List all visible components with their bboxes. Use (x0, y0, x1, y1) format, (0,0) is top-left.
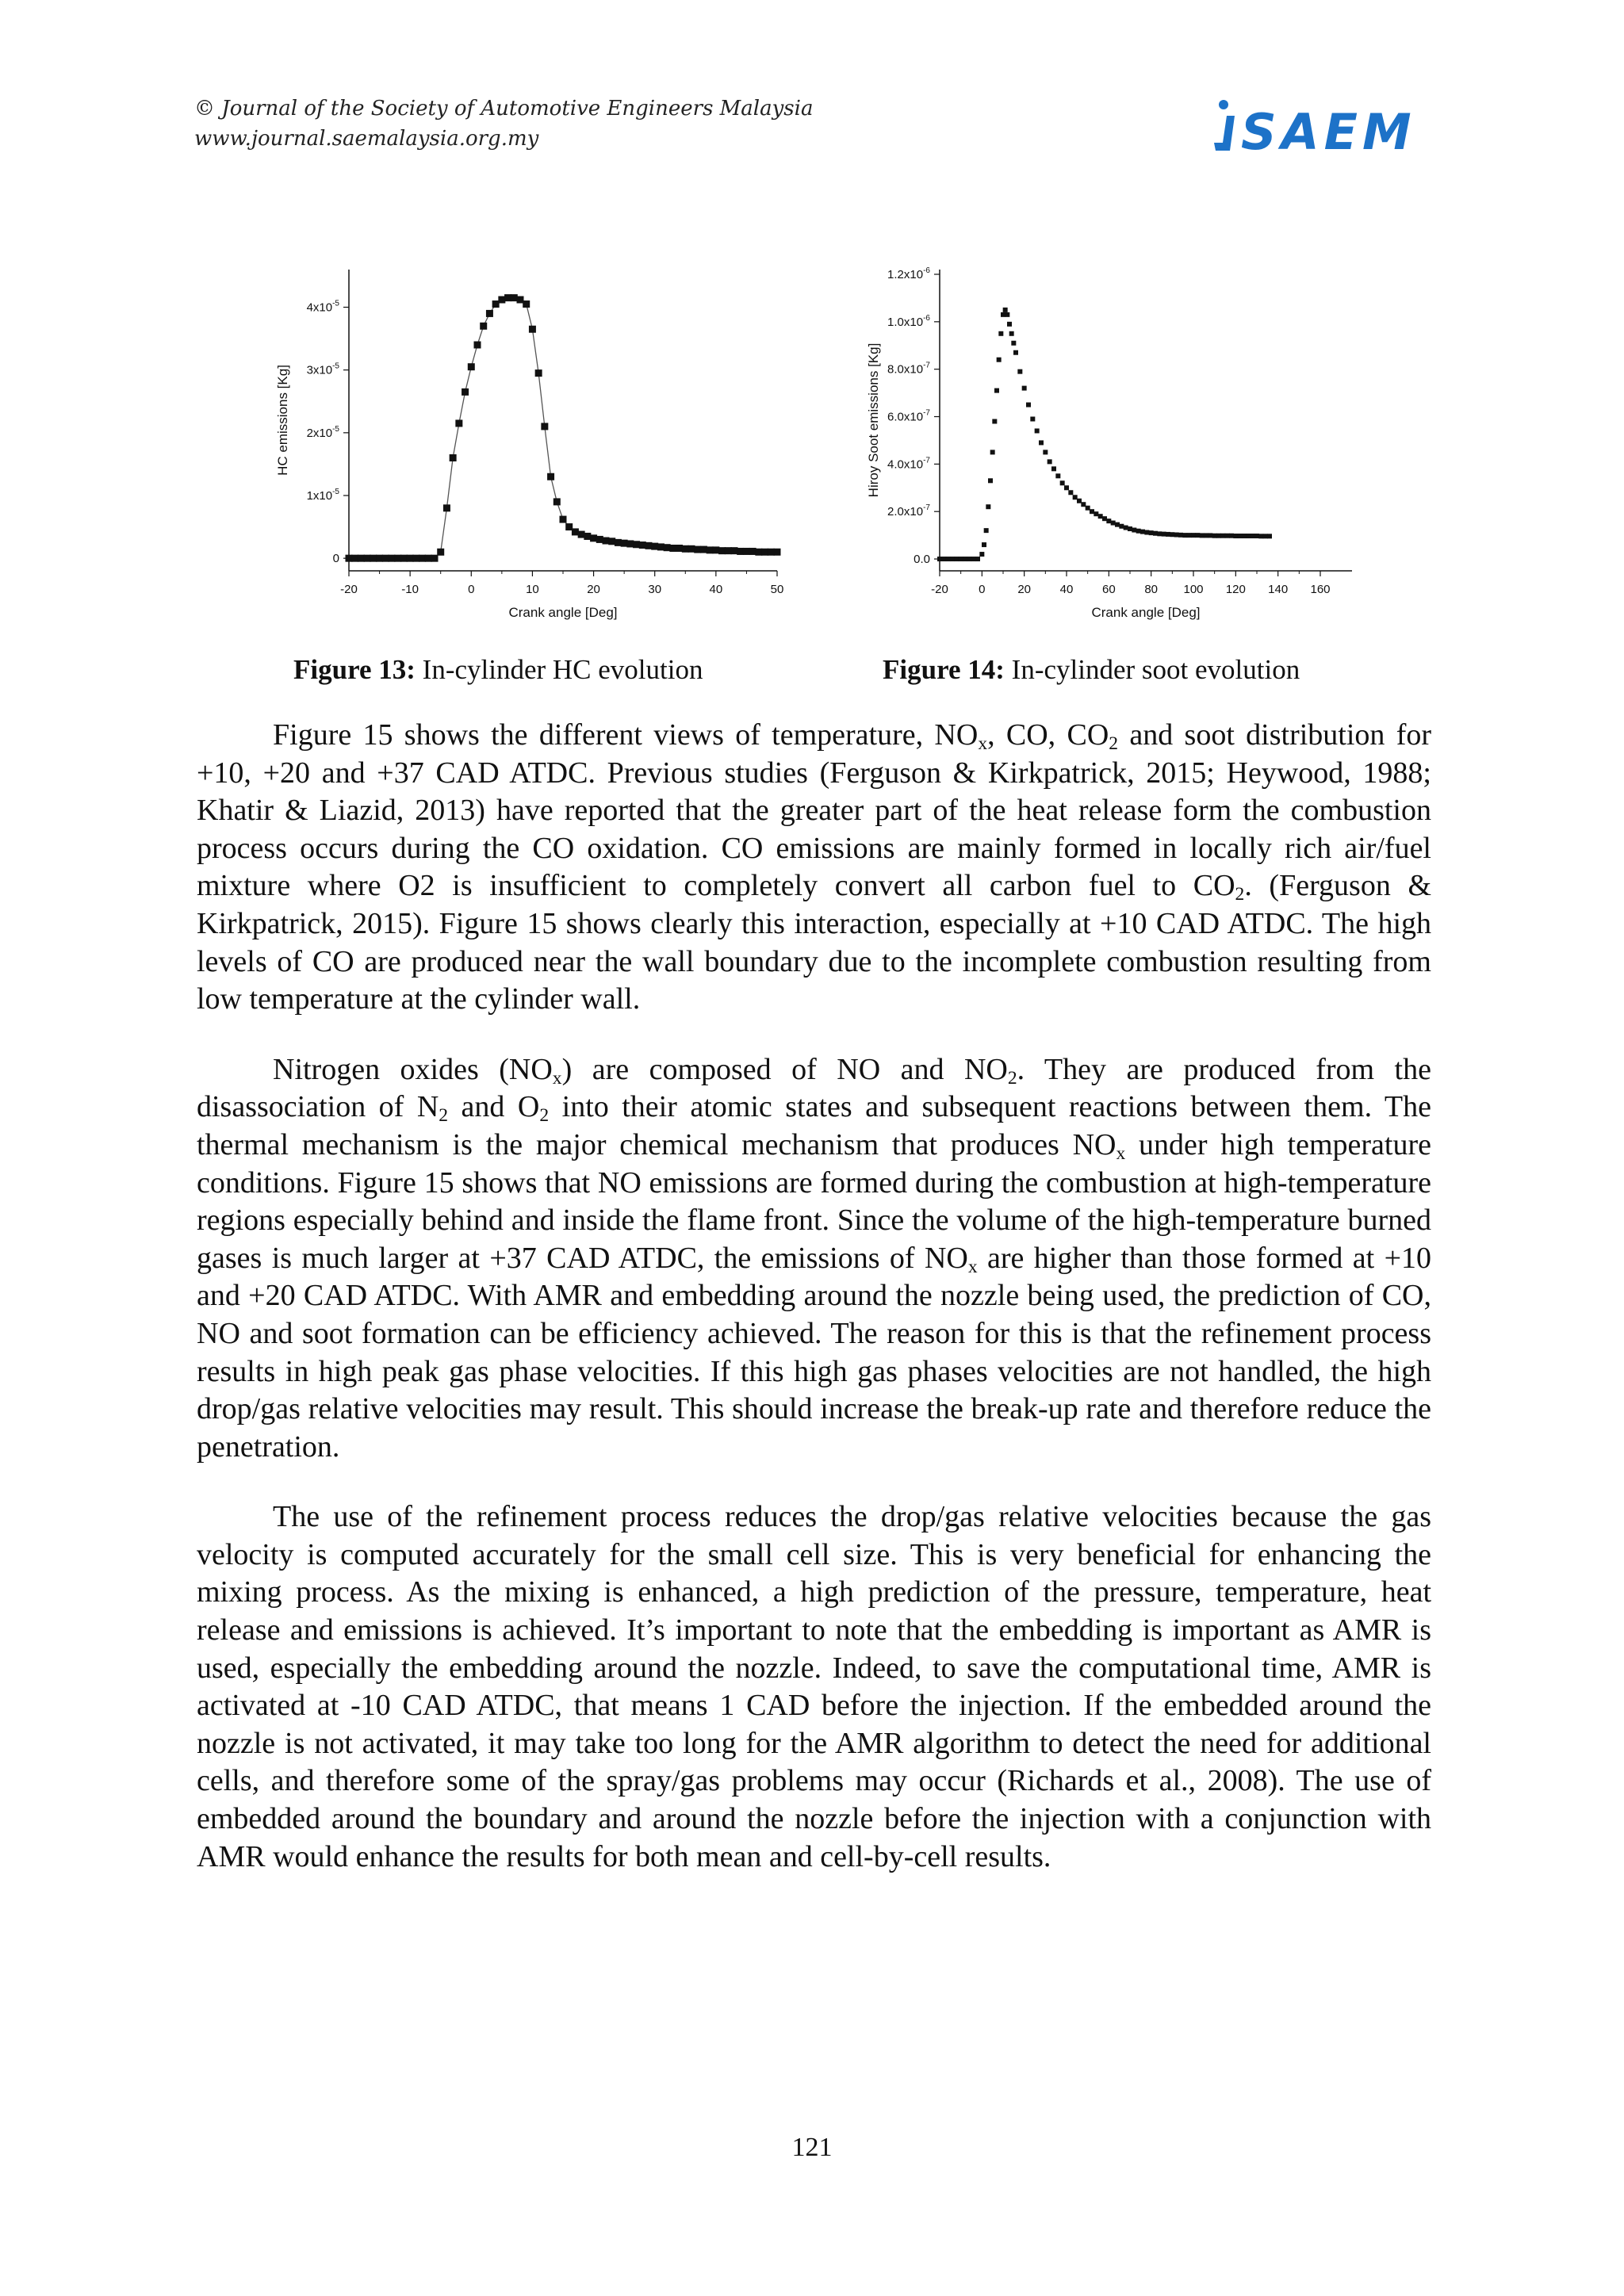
p2-c: ) are composed of NO and NO (561, 1052, 1008, 1086)
hc-data-point (547, 473, 554, 480)
soot-data-point (1157, 531, 1162, 536)
hc-data-point (358, 555, 365, 562)
hc-data-point (474, 342, 481, 349)
p1-g: . (Ferguson & Kirkpatrick, 2015). Figure 15 shows clearly this interaction, especially at +10 CAD ATDC. The high levels of CO are produced near the wall boundary due to the incomplete combustion resulting from low temperature at the cylinder wall. (197, 869, 1432, 1016)
soot-data-point (1026, 403, 1031, 408)
hc-y-tick-label: $4x10^{-5}$ (306, 299, 339, 315)
soot-x-tick-label: 140 (1268, 583, 1289, 596)
soot-y-tick-label: 0.0 (914, 553, 930, 567)
hc-data-point (541, 423, 548, 430)
hc-data-point (376, 555, 383, 562)
figure-14-text: In-cylinder soot evolution (1011, 654, 1300, 685)
soot-data-point (1204, 533, 1208, 538)
soot-data-point (1263, 534, 1268, 538)
soot-data-point (1073, 495, 1078, 499)
figure-13 (270, 254, 793, 634)
p2-e: . They are produced from the disassociation of N (197, 1052, 1431, 1124)
hc-data-point (749, 548, 756, 555)
soot-data-point (967, 557, 971, 561)
soot-data-point (937, 557, 942, 561)
p1-a: Figure 15 shows the different views of temperature, NO (273, 718, 979, 752)
p2-d: 2 (1007, 1067, 1017, 1089)
hc-data-point (480, 323, 487, 330)
hc-data-point (626, 540, 634, 547)
soot-data-point (954, 557, 959, 561)
p1-f: 2 (1235, 884, 1245, 905)
p2-j: x (1116, 1142, 1126, 1164)
hc-data-point (590, 534, 597, 541)
hc-data-point (707, 546, 714, 553)
soot-x-tick-label: 120 (1225, 583, 1246, 596)
soot-data-point (1007, 322, 1012, 327)
soot-data-point (1178, 533, 1183, 538)
soot-data-point (1039, 440, 1044, 445)
soot-data-point (1098, 514, 1103, 519)
soot-data-point (998, 331, 1003, 336)
hc-data-point (486, 310, 493, 317)
hc-data-point (364, 555, 371, 562)
soot-y-tick-label: $8.0x10^{-7}$ (887, 361, 930, 377)
soot-data-point (1106, 519, 1111, 523)
soot-data-point (1013, 350, 1018, 355)
hc-data-point (455, 419, 462, 427)
hc-y-tick-label: 0 (332, 552, 339, 566)
hc-x-tick-label: 50 (770, 583, 784, 596)
soot-data-point (1220, 534, 1225, 538)
hc-data-point (389, 555, 396, 562)
soot-data-point (946, 557, 951, 561)
hc-x-tick-label: -20 (340, 583, 358, 596)
hc-y-tick-label: $2x10^{-5}$ (306, 424, 339, 440)
soot-data-point (1115, 522, 1120, 527)
soot-data-point (1212, 534, 1217, 538)
soot-data-point (950, 557, 955, 561)
hc-data-point (462, 388, 469, 396)
soot-data-point (1003, 308, 1008, 312)
hc-x-tick-label: 30 (648, 583, 662, 596)
hc-data-point (608, 538, 615, 545)
journal-website: www.journal.saemalaysia.org.my (194, 127, 539, 151)
soot-data-point (982, 542, 986, 547)
soot-x-tick-label: 60 (1101, 583, 1116, 596)
soot-data-point (1102, 516, 1107, 521)
soot-x-axis-label: Crank angle [Deg] (1091, 605, 1201, 620)
hc-data-point (431, 555, 439, 562)
soot-data-point (1090, 509, 1094, 514)
paragraph-1 (197, 717, 1431, 1019)
hc-data-point (694, 546, 701, 553)
hc-data-point (437, 549, 444, 556)
soot-data-point (975, 557, 980, 561)
body-text (197, 717, 1431, 1908)
hc-data-point (572, 528, 579, 535)
soot-data-point (959, 557, 963, 561)
soot-data-point (1022, 386, 1027, 391)
hc-data-point (700, 546, 707, 553)
soot-y-tick-label: $1.0x10^{-6}$ (887, 313, 930, 329)
hc-y-axis-label: HC emissions [Kg] (275, 365, 290, 476)
soot-data-point (1119, 524, 1124, 529)
p2-k: under high temperature conditions. Figure 15 shows that NO emissions are formed during the combustion at high-temperature regions especially behind and inside the flame front. Since the volume of the high-temperature burned gases is much larger at +37 CAD ATDC, the emissions of NO (197, 1127, 1432, 1275)
soot-x-tick-label: 0 (979, 583, 986, 596)
hc-data-point (657, 543, 665, 550)
soot-x-tick-label: 20 (1017, 583, 1032, 596)
hc-emissions-chart (270, 254, 793, 634)
soot-data-point (1195, 533, 1200, 538)
soot-data-point (1174, 533, 1179, 538)
soot-data-point (1254, 534, 1259, 538)
hc-data-point (688, 545, 695, 553)
soot-data-point (1011, 341, 1016, 346)
soot-data-point (1081, 502, 1086, 507)
soot-data-point (1216, 534, 1221, 538)
soot-data-point (1267, 534, 1272, 538)
hc-data-point (743, 548, 750, 555)
hc-data-point (370, 555, 377, 562)
hc-data-point (639, 541, 646, 549)
paragraph-2 (197, 1051, 1431, 1467)
hc-data-point (351, 555, 358, 562)
hc-data-point (633, 541, 640, 548)
soot-data-point (997, 358, 1002, 362)
hc-data-point (731, 547, 738, 554)
soot-data-point (986, 504, 990, 509)
hc-data-point (400, 555, 408, 562)
hc-data-point (511, 294, 518, 301)
soot-data-point (963, 557, 967, 561)
soot-y-tick-label: $4.0x10^{-7}$ (887, 456, 930, 472)
soot-data-point (1043, 450, 1048, 454)
soot-data-point (990, 450, 995, 454)
soot-y-tick-label: $6.0x10^{-7}$ (887, 408, 930, 424)
hc-x-tick-label: 0 (468, 583, 475, 596)
soot-data-point (1060, 480, 1065, 485)
hc-data-point (382, 555, 389, 562)
soot-data-point (1055, 473, 1060, 478)
soot-data-point (1144, 530, 1149, 535)
p1-c: , CO, CO (987, 718, 1109, 752)
p2-l: x (967, 1256, 978, 1277)
hc-data-point (560, 516, 567, 523)
p2-a: Nitrogen oxides (NO (273, 1052, 553, 1086)
soot-data-point (1136, 529, 1141, 534)
hc-data-point (535, 369, 542, 377)
hc-data-point (737, 548, 744, 555)
soot-data-point (1124, 526, 1128, 530)
p1-e: and soot distribution for +10, +20 and +37 CAD ATDC. Previous studies (Ferguson & Kirkpatrick, 2015; Heywood, 1988; Khatir & Liazid, 2013) have reported that the greater part of the heat release form the combustion process occurs during the CO oxidation. CO emissions are mainly formed in locally rich air/fuel mixture where O2 is insufficient to completely convert all carbon fuel to CO (197, 718, 1432, 903)
hc-data-point (443, 504, 450, 511)
hc-data-point (517, 297, 524, 304)
soot-data-point (1187, 533, 1192, 538)
hc-x-tick-label: 10 (526, 583, 539, 596)
hc-data-point (669, 545, 676, 552)
soot-y-axis-label: Hiroy Soot emissions [Kg] (866, 342, 881, 498)
hc-data-point (425, 555, 432, 562)
soot-x-tick-label: 40 (1059, 583, 1074, 596)
hc-data-point (664, 544, 671, 551)
soot-y-tick-label: $1.2x10^{-6}$ (887, 266, 930, 281)
soot-data-point (979, 552, 984, 557)
soot-data-point (1077, 499, 1082, 503)
hc-data-point (584, 533, 591, 540)
soot-emissions-chart (860, 254, 1368, 634)
p2-i: into their atomic states and subsequent reactions between them. The thermal mechanism is the major chemical mechanism that produces NO (197, 1090, 1431, 1161)
hc-data-point (768, 549, 775, 556)
hc-data-point (407, 555, 414, 562)
jsaem-logo-mark (1214, 100, 1235, 151)
soot-data-point (1246, 534, 1251, 538)
soot-data-point (984, 528, 989, 533)
hc-data-point (712, 546, 719, 553)
soot-data-point (1170, 532, 1174, 537)
hc-data-point (645, 542, 653, 549)
soot-data-point (994, 388, 999, 393)
soot-data-point (1051, 466, 1056, 471)
figure-14-caption (883, 652, 1300, 688)
soot-data-point (941, 557, 946, 561)
hc-data-point (621, 540, 628, 547)
soot-y-tick-label: $2.0x10^{-7}$ (887, 503, 930, 519)
soot-data-point (1005, 312, 1009, 317)
soot-data-point (1258, 534, 1263, 538)
logo-text: SAEM (1241, 103, 1416, 159)
soot-data-point (1086, 506, 1090, 511)
soot-data-point (1238, 534, 1243, 538)
hc-data-point (755, 549, 762, 556)
soot-data-point (1225, 534, 1230, 538)
soot-data-point (1251, 534, 1255, 538)
page-number: 121 (791, 2133, 833, 2162)
hc-data-point (412, 555, 419, 562)
soot-x-tick-label: -20 (931, 583, 948, 596)
soot-data-point (1140, 530, 1145, 534)
hc-data-point (676, 545, 683, 552)
journal-name: © Journal of the Society of Automotive Engineers Malaysia (194, 97, 814, 121)
hc-x-tick-label: 20 (587, 583, 600, 596)
figure-13-caption (293, 652, 703, 688)
soot-data-point (971, 557, 976, 561)
figure-14-label: Figure 14: (883, 654, 1005, 685)
soot-data-point (992, 419, 997, 423)
soot-data-point (1009, 331, 1014, 336)
soot-data-point (1153, 531, 1158, 536)
figure-13-label: Figure 13: (293, 654, 416, 685)
hc-data-point (682, 545, 689, 553)
p1-d: 2 (1109, 733, 1119, 754)
soot-data-point (1242, 534, 1247, 538)
soot-data-point (1030, 417, 1035, 422)
hc-data-point (603, 538, 610, 545)
hc-data-point (523, 300, 530, 308)
hc-data-point (565, 523, 573, 530)
hc-data-point (394, 555, 401, 562)
hc-y-tick-label: $1x10^{-5}$ (306, 488, 339, 503)
soot-data-point (1229, 534, 1234, 538)
soot-x-tick-label: 160 (1310, 583, 1331, 596)
p2-h: 2 (539, 1105, 550, 1127)
soot-data-point (1200, 533, 1205, 538)
hc-x-tick-label: 40 (709, 583, 723, 596)
p2-b: x (552, 1067, 562, 1089)
soot-x-tick-label: 80 (1144, 583, 1159, 596)
hc-x-axis-label: Crank angle [Deg] (508, 605, 618, 620)
p1-b: x (978, 733, 988, 754)
jsaem-logo (1209, 95, 1431, 159)
hc-data-point (651, 543, 658, 550)
p2-g: and O (448, 1090, 540, 1124)
soot-data-point (1132, 528, 1136, 533)
hc-data-point (419, 555, 426, 562)
hc-data-point (450, 454, 457, 461)
p2-m: are higher than those formed at +10 and +20 CAD ATDC. With AMR and embedding around the nozzle being used, the prediction of CO, NO and soot formation can be efficiency achieved. The reason for this is that the refinement process results in high peak gas phase velocities. If this high gas phases velocities are not handled, the high drop/gas relative velocities may result. This should increase the break-up rate and therefore reduce the penetration. (197, 1241, 1432, 1464)
hc-data-point (504, 294, 511, 301)
hc-data-point (498, 297, 505, 304)
hc-data-point (761, 549, 768, 556)
hc-y-tick-label: $3x10^{-5}$ (306, 362, 339, 377)
hc-data-point (615, 539, 622, 546)
soot-data-point (1001, 312, 1005, 317)
paragraph-3: The use of the refinement process reduces the drop/gas relative velocities because the gas velocity is computed accurately for the small cell size. This is very beneficial for enhancing the mixing process. As the mixing is enhanced, a high prediction of the pressure, temperature, heat release and emissions is achieved. It’s important to note that the embedding is important as AMR is used, especially the embedding around the nozzle. Indeed, to save the computational time, AMR is activated at -10 CAD ATDC, that means 1 CAD before the injection. If the embedded around the nozzle is not activated, it may take too long for the AMR algorithm to detect the need for additional cells, and therefore some of the spray/gas problems may occur (Richards et al., 2008). The use of embedded around the boundary and around the nozzle before the injection with a conjunction with AMR would enhance the results for both mean and cell-by-cell results. (197, 1500, 1431, 1873)
hc-data-point (596, 536, 603, 543)
soot-data-point (988, 478, 993, 483)
soot-data-point (1111, 521, 1116, 526)
soot-data-point (1068, 490, 1073, 495)
p2-f: 2 (439, 1105, 449, 1127)
soot-data-point (1128, 526, 1132, 531)
hc-x-tick-label: -10 (401, 583, 419, 596)
figure-13-text: In-cylinder HC evolution (422, 654, 703, 685)
soot-data-point (1208, 533, 1212, 538)
hc-data-point (468, 363, 475, 370)
hc-data-point (725, 547, 732, 554)
soot-data-point (1094, 511, 1098, 516)
soot-data-point (1064, 485, 1069, 490)
soot-data-point (1233, 534, 1238, 538)
soot-data-point (1035, 428, 1040, 433)
hc-data-point (578, 531, 585, 538)
figure-14 (860, 254, 1368, 634)
hc-data-point (718, 547, 726, 554)
hc-data-point (529, 326, 536, 333)
soot-data-point (1017, 369, 1022, 374)
hc-data-point (492, 300, 500, 308)
soot-data-point (1191, 533, 1196, 538)
page-header (194, 94, 1431, 173)
hc-data-point (346, 555, 353, 562)
hc-data-point (774, 549, 781, 556)
soot-data-point (1048, 459, 1052, 464)
soot-x-tick-label: 100 (1183, 583, 1204, 596)
soot-data-point (1162, 532, 1166, 537)
soot-data-point (1166, 532, 1170, 537)
soot-data-point (1182, 533, 1187, 538)
soot-data-point (1149, 530, 1154, 535)
hc-data-point (553, 498, 561, 505)
